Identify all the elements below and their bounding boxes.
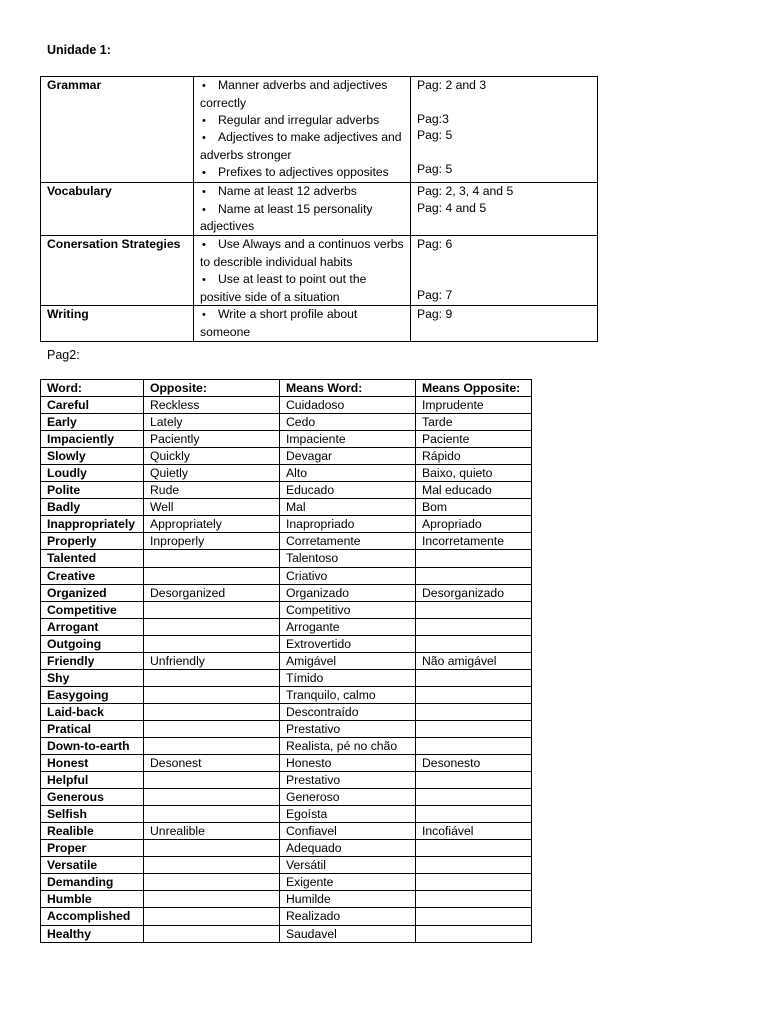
cell-word: Polite: [41, 482, 144, 499]
goal-text: Regular and irregular adverbs: [218, 112, 380, 127]
unit-heading: Unidade 1:: [47, 43, 111, 57]
vocabulary-row: [41, 499, 532, 516]
cell-word: Humble: [41, 891, 144, 908]
summary-pages: [411, 182, 598, 235]
cell-word: Arrogant: [41, 618, 144, 635]
cell-opposite: Quickly: [144, 448, 280, 465]
cell-means-opposite: Desonesto: [416, 755, 532, 772]
bullet-icon: •: [202, 185, 206, 198]
cell-word: Loudly: [41, 465, 144, 482]
cell-opposite: Paciently: [144, 431, 280, 448]
vocabulary-row: [41, 601, 532, 618]
summary-area: Writing: [41, 306, 194, 342]
cell-means-opposite: [416, 669, 532, 686]
vocabulary-row: [41, 465, 532, 482]
cell-means-word: Criativo: [280, 567, 416, 584]
cell-word: Talented: [41, 550, 144, 567]
cell-word: Helpful: [41, 772, 144, 789]
goal-text: Name at least 12 adverbs: [218, 183, 357, 198]
goal-text: Use at least to point out the positive side of a situation: [200, 271, 367, 304]
cell-opposite: Desorganized: [144, 584, 280, 601]
cell-means-word: Realista, pé no chão: [280, 737, 416, 754]
cell-means-word: Exigente: [280, 874, 416, 891]
vocabulary-row: [41, 891, 532, 908]
summary-row: [41, 306, 598, 342]
page-reference: Pag:3: [417, 111, 449, 126]
cell-opposite: Unfriendly: [144, 652, 280, 669]
cell-means-opposite: [416, 618, 532, 635]
cell-word: Inappropriately: [41, 516, 144, 533]
cell-means-opposite: Apropriado: [416, 516, 532, 533]
cell-opposite: [144, 567, 280, 584]
vocabulary-row: [41, 482, 532, 499]
cell-opposite: [144, 908, 280, 925]
vocabulary-row: [41, 397, 532, 414]
vocabulary-row: [41, 874, 532, 891]
vocabulary-table: [40, 379, 532, 943]
vocabulary-row: [41, 925, 532, 942]
vocabulary-row: [41, 669, 532, 686]
goal-item: [200, 271, 406, 306]
cell-means-opposite: [416, 874, 532, 891]
vocabulary-row: [41, 720, 532, 737]
vocabulary-row: [41, 908, 532, 925]
cell-means-word: Generoso: [280, 789, 416, 806]
goal-item: [200, 306, 406, 341]
summary-pages: [411, 236, 598, 306]
cell-opposite: Quietly: [144, 465, 280, 482]
goal-text: Manner adverbs and adjectives correctly: [200, 78, 388, 110]
cell-opposite: [144, 618, 280, 635]
vocabulary-row: [41, 516, 532, 533]
cell-word: Generous: [41, 789, 144, 806]
bullet-icon: •: [202, 273, 206, 286]
vocabulary-body: [41, 397, 532, 943]
column-header-means-opposite: Means Opposite:: [416, 380, 532, 397]
cell-word: Realible: [41, 823, 144, 840]
cell-means-word: Adequado: [280, 840, 416, 857]
vocabulary-row: [41, 533, 532, 550]
cell-means-word: Cuidadoso: [280, 397, 416, 414]
cell-means-word: Prestativo: [280, 720, 416, 737]
cell-opposite: [144, 550, 280, 567]
page-reference: Pag: 9: [417, 307, 453, 322]
cell-means-word: Amigável: [280, 652, 416, 669]
page-reference: Pag: 2, 3, 4 and 5: [417, 183, 514, 198]
cell-means-opposite: [416, 601, 532, 618]
cell-means-word: Saudavel: [280, 925, 416, 942]
column-header-word: Word:: [41, 380, 144, 397]
goal-text: Adjectives to make adjectives and adverbs stronger: [200, 130, 402, 163]
summary-goals: [194, 236, 411, 306]
cell-means-opposite: Não amigável: [416, 652, 532, 669]
vocabulary-row: [41, 635, 532, 652]
cell-opposite: [144, 601, 280, 618]
cell-means-word: Inapropriado: [280, 516, 416, 533]
cell-means-opposite: Rápido: [416, 448, 532, 465]
cell-means-word: Educado: [280, 482, 416, 499]
cell-means-word: Descontraído: [280, 703, 416, 720]
page-reference: [417, 94, 593, 111]
goal-text: Name at least 15 personality adjectives: [200, 201, 373, 234]
cell-opposite: [144, 840, 280, 857]
cell-means-opposite: Bom: [416, 499, 532, 516]
cell-word: Friendly: [41, 652, 144, 669]
cell-opposite: [144, 635, 280, 652]
cell-means-opposite: [416, 908, 532, 925]
bullet-icon: •: [202, 239, 206, 252]
column-header-opposite: Opposite:: [144, 380, 280, 397]
cell-word: Early: [41, 414, 144, 431]
cell-opposite: [144, 772, 280, 789]
cell-opposite: [144, 925, 280, 942]
summary-area: Vocabulary: [41, 182, 194, 235]
cell-means-opposite: Paciente: [416, 431, 532, 448]
goal-text: Prefixes to adjectives opposites: [218, 164, 389, 179]
cell-means-word: Realizado: [280, 908, 416, 925]
vocabulary-row: [41, 414, 532, 431]
vocabulary-row: [41, 686, 532, 703]
cell-word: Down-to-earth: [41, 737, 144, 754]
cell-means-opposite: Incofiável: [416, 823, 532, 840]
cell-opposite: Unrealible: [144, 823, 280, 840]
summary-pages: [411, 77, 598, 183]
cell-means-opposite: [416, 567, 532, 584]
cell-word: Competitive: [41, 601, 144, 618]
vocabulary-row: [41, 448, 532, 465]
cell-opposite: Inproperly: [144, 533, 280, 550]
bullet-icon: •: [202, 309, 206, 322]
cell-means-word: Arrogante: [280, 618, 416, 635]
vocabulary-page-heading: Pag2:: [47, 348, 80, 362]
vocabulary-row: [41, 703, 532, 720]
vocabulary-row: [41, 550, 532, 567]
vocabulary-row: [41, 431, 532, 448]
cell-means-opposite: [416, 789, 532, 806]
summary-row: [41, 236, 598, 306]
bullet-icon: •: [202, 132, 206, 145]
cell-means-opposite: Tarde: [416, 414, 532, 431]
cell-word: Proper: [41, 840, 144, 857]
cell-word: Accomplished: [41, 908, 144, 925]
cell-means-opposite: Desorganizado: [416, 584, 532, 601]
cell-word: Badly: [41, 499, 144, 516]
summary-goals: [194, 77, 411, 183]
goal-text: Use Always and a continuos verbs to describle individual habits: [200, 237, 404, 269]
vocabulary-row: [41, 857, 532, 874]
cell-means-opposite: [416, 925, 532, 942]
page-reference: Pag: 5: [417, 161, 453, 176]
cell-means-word: Extrovertido: [280, 635, 416, 652]
bullet-icon: •: [202, 80, 206, 92]
cell-opposite: Lately: [144, 414, 280, 431]
cell-means-opposite: [416, 686, 532, 703]
cell-opposite: [144, 891, 280, 908]
cell-opposite: [144, 737, 280, 754]
summary-goals: [194, 182, 411, 235]
vocabulary-row: [41, 652, 532, 669]
cell-word: Slowly: [41, 448, 144, 465]
summary-row: [41, 77, 598, 183]
summary-pages: [411, 306, 598, 342]
cell-opposite: [144, 669, 280, 686]
cell-opposite: [144, 789, 280, 806]
vocabulary-header-row: [41, 380, 532, 397]
cell-means-opposite: Imprudente: [416, 397, 532, 414]
cell-word: Creative: [41, 567, 144, 584]
cell-means-opposite: [416, 806, 532, 823]
goal-item: [200, 201, 406, 236]
goal-item: [200, 129, 406, 164]
bullet-icon: •: [202, 114, 206, 127]
cell-means-word: Cedo: [280, 414, 416, 431]
cell-means-word: Tranquilo, calmo: [280, 686, 416, 703]
cell-means-word: Egoísta: [280, 806, 416, 823]
cell-word: Careful: [41, 397, 144, 414]
page-reference: Pag: 7: [417, 287, 453, 302]
cell-means-word: Devagar: [280, 448, 416, 465]
goal-item: [200, 183, 406, 201]
page-reference: Pag: 5: [417, 128, 453, 143]
cell-word: Honest: [41, 755, 144, 772]
cell-means-word: Versátil: [280, 857, 416, 874]
summary-goals: [194, 306, 411, 342]
cell-word: Healthy: [41, 925, 144, 942]
vocabulary-row: [41, 840, 532, 857]
cell-means-word: Tímido: [280, 669, 416, 686]
cell-word: Selfish: [41, 806, 144, 823]
cell-means-opposite: Mal educado: [416, 482, 532, 499]
cell-means-word: Corretamente: [280, 533, 416, 550]
cell-means-word: Honesto: [280, 755, 416, 772]
page-reference: [417, 270, 593, 287]
cell-opposite: [144, 874, 280, 891]
cell-word: Impaciently: [41, 431, 144, 448]
page-reference: Pag: 4 and 5: [417, 200, 487, 215]
cell-means-word: Talentoso: [280, 550, 416, 567]
cell-word: Pratical: [41, 720, 144, 737]
vocabulary-row: [41, 755, 532, 772]
cell-means-word: Alto: [280, 465, 416, 482]
vocabulary-row: [41, 618, 532, 635]
cell-means-word: Humilde: [280, 891, 416, 908]
cell-opposite: Appropriately: [144, 516, 280, 533]
cell-opposite: Well: [144, 499, 280, 516]
cell-word: Properly: [41, 533, 144, 550]
vocabulary-row: [41, 772, 532, 789]
cell-means-opposite: [416, 720, 532, 737]
vocabulary-row: [41, 789, 532, 806]
page-reference: Pag: 6: [417, 237, 453, 252]
cell-word: Shy: [41, 669, 144, 686]
cell-means-opposite: [416, 703, 532, 720]
goal-item: [200, 77, 406, 112]
cell-means-opposite: [416, 635, 532, 652]
vocabulary-row: [41, 567, 532, 584]
page-reference: [417, 144, 593, 161]
cell-opposite: Reckless: [144, 397, 280, 414]
goal-item: [200, 236, 406, 271]
column-header-means-word: Means Word:: [280, 380, 416, 397]
cell-means-word: Confiavel: [280, 823, 416, 840]
cell-word: Easygoing: [41, 686, 144, 703]
vocabulary-row: [41, 584, 532, 601]
cell-means-word: Competitivo: [280, 601, 416, 618]
vocabulary-row: [41, 737, 532, 754]
bullet-icon: •: [202, 203, 206, 216]
page-reference: Pag: 2 and 3: [417, 78, 487, 92]
cell-means-word: Organizado: [280, 584, 416, 601]
cell-word: Outgoing: [41, 635, 144, 652]
vocabulary-row: [41, 806, 532, 823]
cell-word: Demanding: [41, 874, 144, 891]
goal-text: Write a short profile about someone: [200, 307, 358, 340]
summary-area: Conersation Strategies: [41, 236, 194, 306]
vocabulary-row: [41, 823, 532, 840]
cell-opposite: [144, 720, 280, 737]
cell-means-word: Impaciente: [280, 431, 416, 448]
cell-means-opposite: [416, 891, 532, 908]
cell-means-opposite: [416, 737, 532, 754]
cell-means-opposite: Baixo, quieto: [416, 465, 532, 482]
cell-means-word: Mal: [280, 499, 416, 516]
cell-opposite: Desonest: [144, 755, 280, 772]
cell-means-opposite: [416, 840, 532, 857]
cell-means-opposite: [416, 772, 532, 789]
cell-means-opposite: Incorretamente: [416, 533, 532, 550]
bullet-icon: •: [202, 166, 206, 179]
unit-summary-table: [40, 76, 598, 342]
cell-opposite: [144, 686, 280, 703]
goal-item: [200, 164, 406, 182]
cell-means-opposite: [416, 550, 532, 567]
cell-word: Laid-back: [41, 703, 144, 720]
summary-area: Grammar: [41, 77, 194, 183]
goal-item: [200, 112, 406, 130]
cell-means-word: Prestativo: [280, 772, 416, 789]
cell-opposite: [144, 703, 280, 720]
unit-summary-body: [41, 77, 598, 342]
summary-row: [41, 182, 598, 235]
cell-opposite: [144, 857, 280, 874]
cell-opposite: Rude: [144, 482, 280, 499]
cell-opposite: [144, 806, 280, 823]
cell-word: Versatile: [41, 857, 144, 874]
cell-word: Organized: [41, 584, 144, 601]
page-reference: [417, 253, 593, 270]
cell-means-opposite: [416, 857, 532, 874]
